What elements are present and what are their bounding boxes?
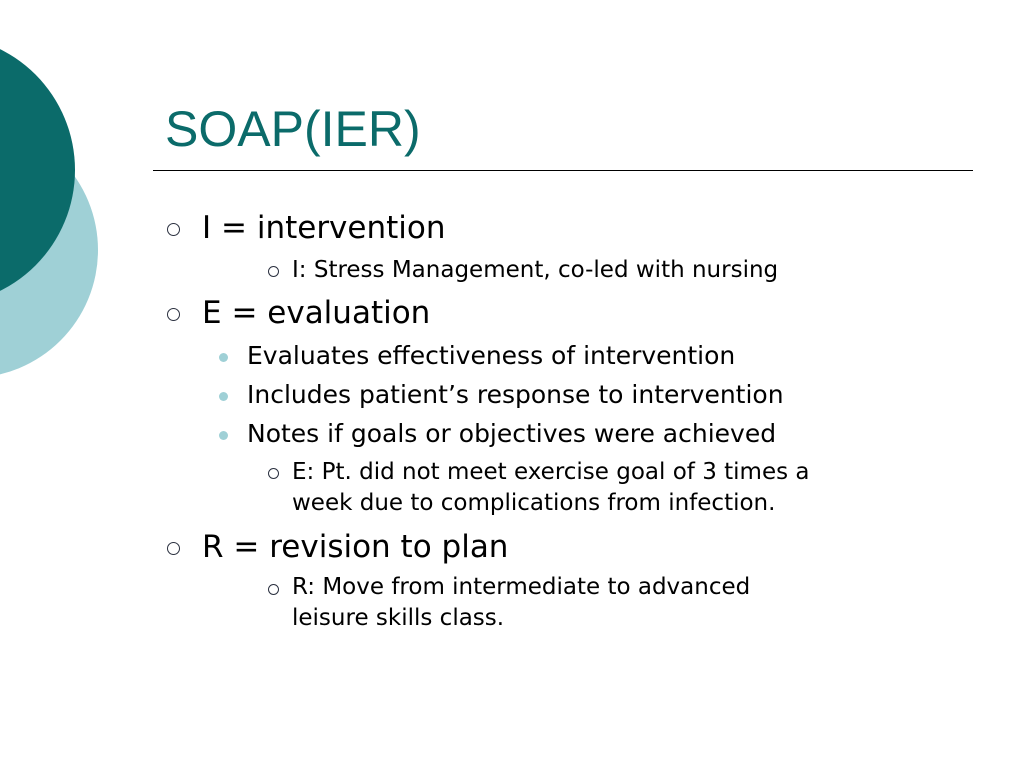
ring-bullet-icon <box>167 308 180 321</box>
ring-bullet-icon <box>268 266 279 277</box>
ring-bullet-icon <box>268 584 279 595</box>
ring-bullet-icon <box>268 468 279 479</box>
item-evaluation: E = evaluation <box>202 295 431 331</box>
example-intervention: I: Stress Management, co-led with nursing <box>292 257 779 283</box>
ring-bullet-icon <box>167 542 180 555</box>
bullet-includes: Includes patient’s response to intervention <box>247 380 784 409</box>
example-evaluation-line1: E: Pt. did not meet exercise goal of 3 times a <box>292 459 810 485</box>
title-divider <box>153 170 973 171</box>
dot-bullet-icon <box>219 353 228 362</box>
slide-title: SOAP(IER) <box>165 101 421 157</box>
ring-bullet-icon <box>167 223 180 236</box>
dot-bullet-icon <box>219 431 228 440</box>
item-revision: R = revision to plan <box>202 529 509 565</box>
example-revision-line1: R: Move from intermediate to advanced <box>292 574 751 600</box>
bullet-notes: Notes if goals or objectives were achieved <box>247 419 777 448</box>
example-evaluation-line2: week due to complications from infection. <box>292 490 776 516</box>
dot-bullet-icon <box>219 392 228 401</box>
example-revision-line2: leisure skills class. <box>292 605 505 631</box>
bullet-evaluates: Evaluates effectiveness of intervention <box>247 341 736 370</box>
item-intervention: I = intervention <box>202 210 446 246</box>
